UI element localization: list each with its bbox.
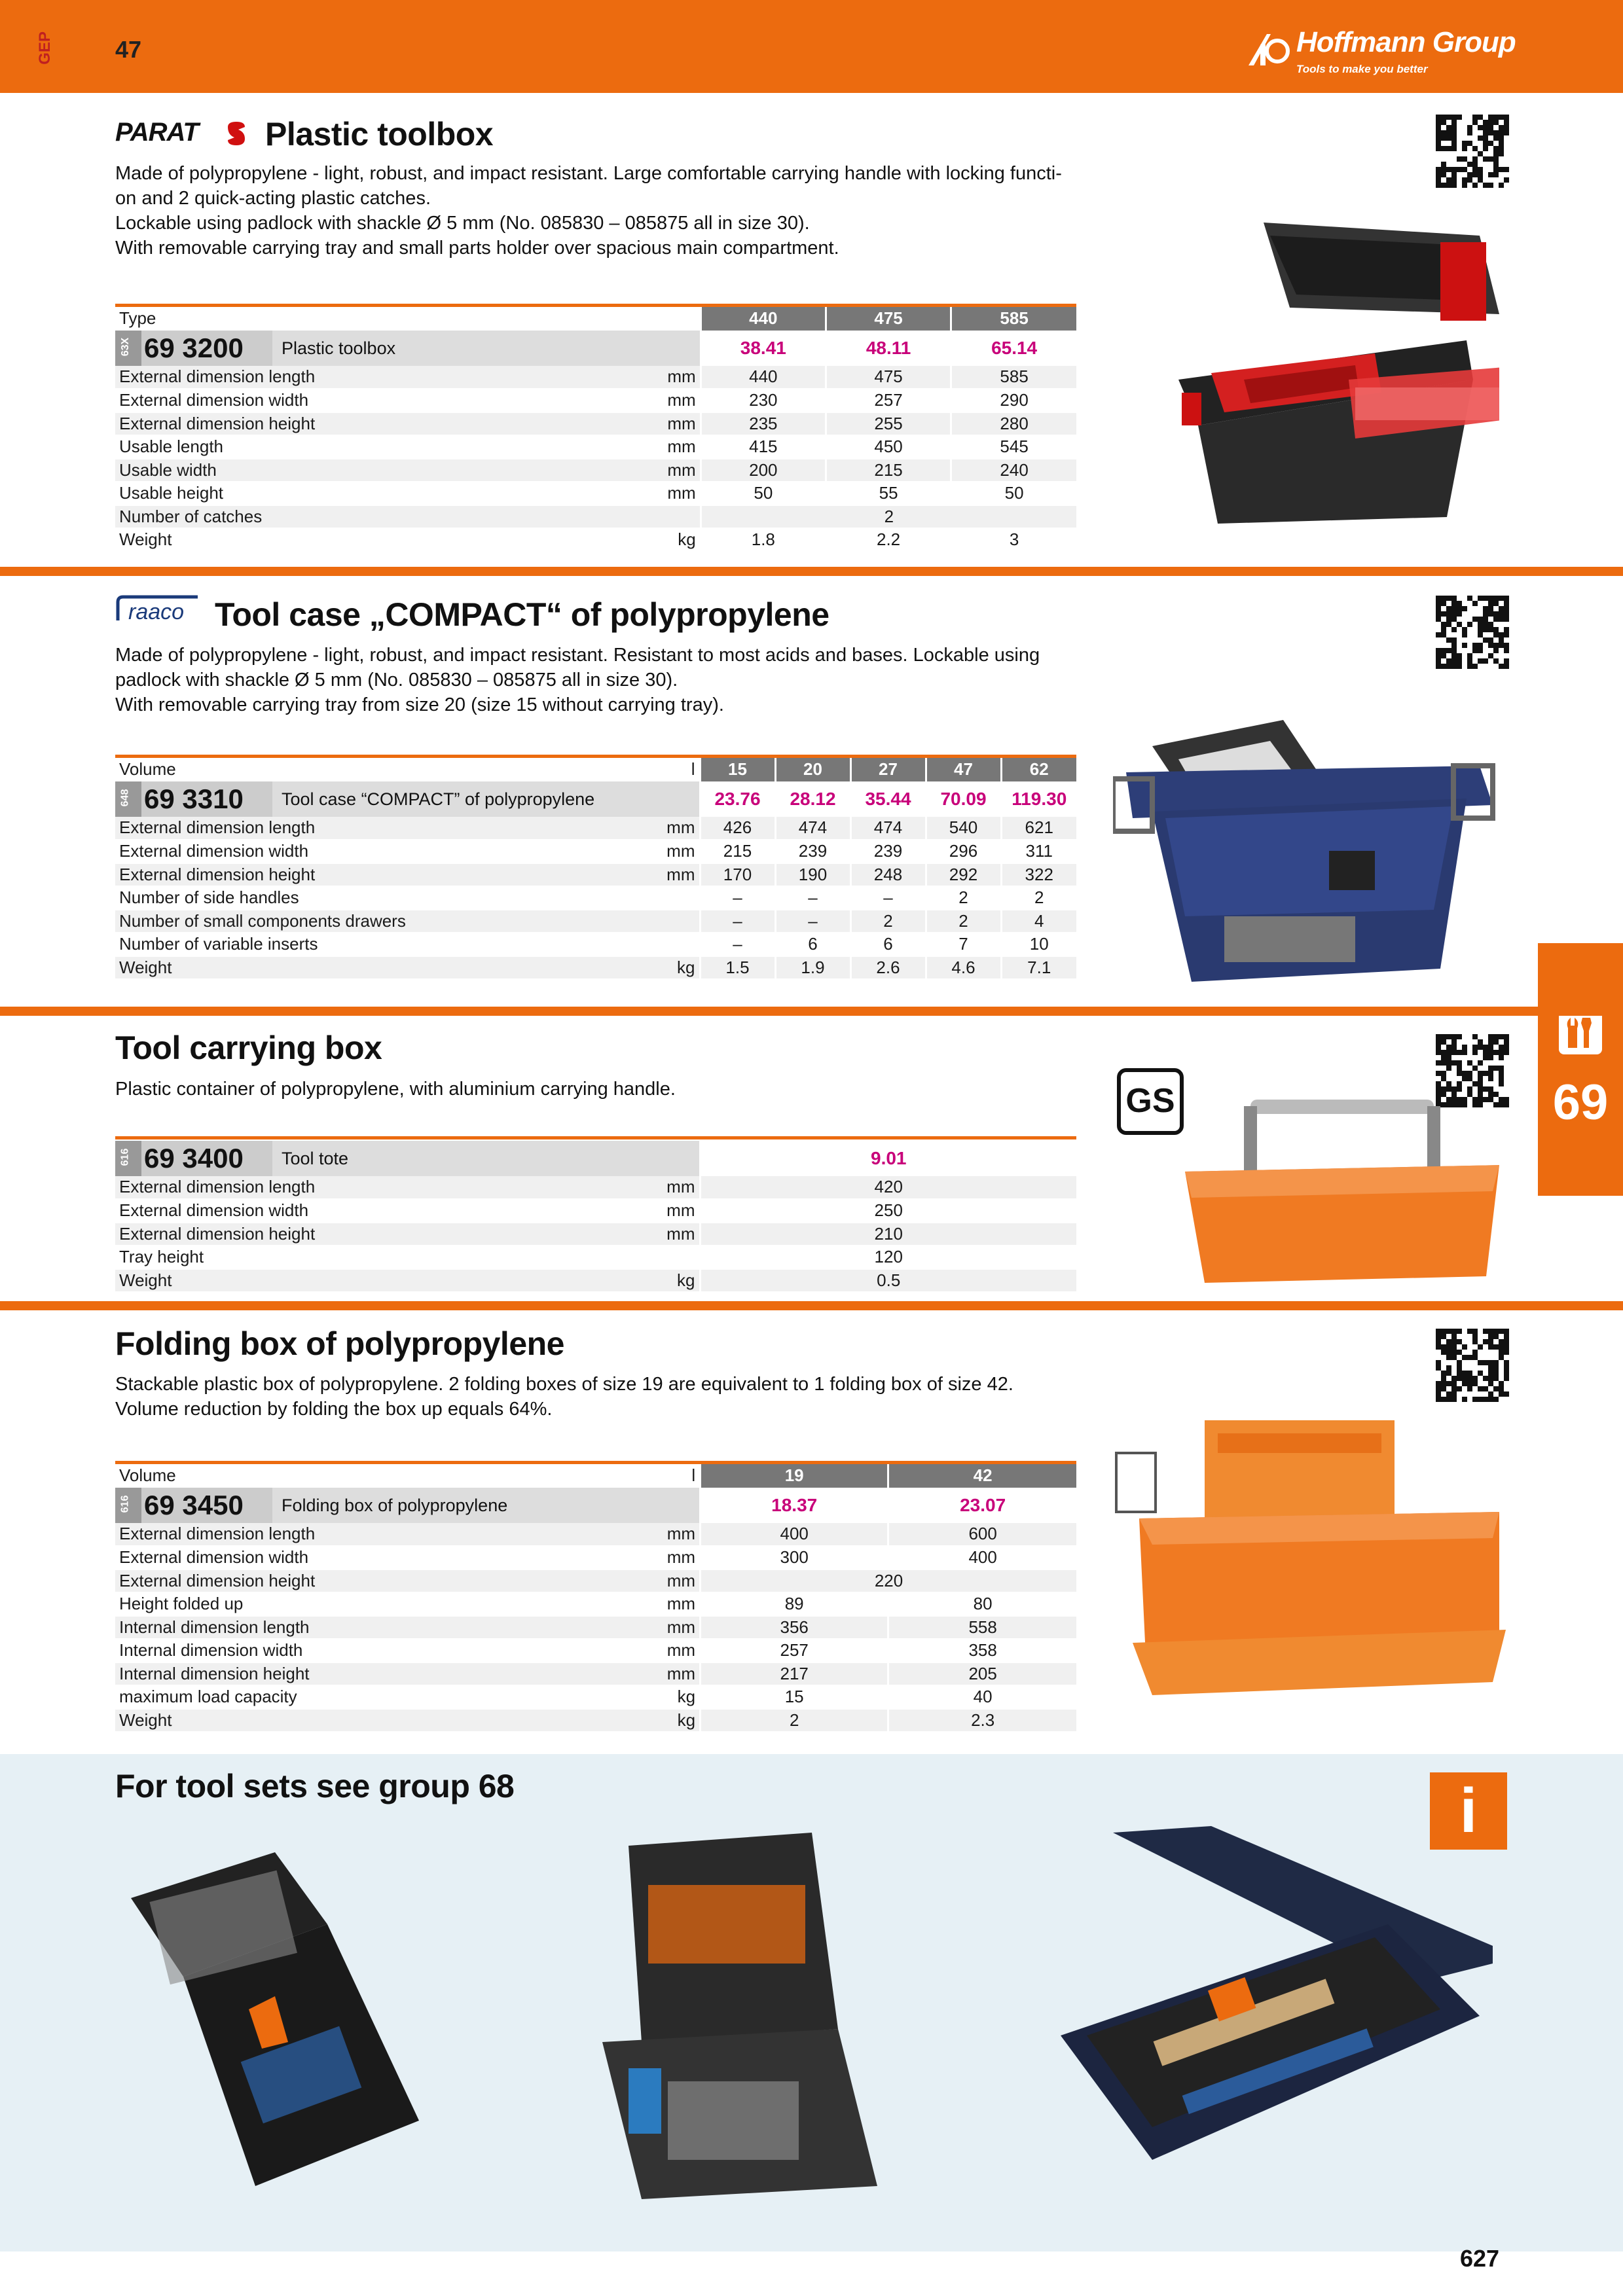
row-label: Weight	[115, 956, 639, 980]
qr-pattern	[1436, 596, 1509, 669]
section-description: Stackable plastic box of polypropylene. 2 folding boxes of size 19 are equivalent to 1 folding box of size 42. Volume reduction by folding the box up equals 64%.	[115, 1374, 1013, 1420]
table-row	[115, 863, 1076, 887]
row-unit: kg	[640, 528, 701, 552]
row-value: 50	[951, 482, 1076, 505]
table-row	[115, 1592, 1076, 1616]
table-row	[115, 435, 1076, 459]
row-value: 621	[1001, 817, 1076, 840]
row-value: 420	[700, 1176, 1076, 1200]
row-label: External dimension length	[115, 1176, 639, 1200]
price: 18.37	[701, 1488, 888, 1523]
row-value: 3	[951, 528, 1076, 552]
size-column-header: 27	[850, 757, 926, 781]
header-unit: l	[639, 757, 700, 781]
row-value: 322	[1001, 863, 1076, 887]
row-value: 7.1	[1001, 956, 1076, 980]
row-label: Weight	[115, 1269, 639, 1293]
row-value: 15	[701, 1685, 888, 1709]
row-value: 356	[701, 1616, 888, 1640]
table-row	[115, 1709, 1076, 1732]
header-label: Volume	[115, 757, 639, 781]
section-description: Plastic container of polypropylene, with aluminium carrying handle.	[115, 1079, 676, 1100]
row-value: 475	[826, 366, 951, 389]
article-name: Plastic toolbox	[272, 331, 640, 366]
row-label: External dimension length	[115, 817, 639, 840]
row-value: 4	[1001, 910, 1076, 933]
row-value: –	[775, 910, 850, 933]
price: 48.11	[826, 331, 951, 366]
row-value: 50	[701, 482, 826, 505]
row-value: 55	[826, 482, 951, 505]
row-unit: mm	[639, 1223, 700, 1246]
row-unit	[639, 933, 700, 956]
row-value: 2	[850, 910, 926, 933]
row-label: Number of catches	[115, 505, 640, 529]
price: 65.14	[951, 331, 1076, 366]
row-label: Usable height	[115, 482, 640, 505]
row-value: 450	[826, 435, 951, 459]
row-label: External dimension height	[115, 412, 640, 436]
row-value: 210	[700, 1223, 1076, 1246]
article-number[interactable]: 69 3310	[144, 783, 244, 814]
row-value: 80	[888, 1592, 1076, 1616]
table-row	[115, 840, 1076, 863]
row-label: Weight	[115, 1709, 640, 1732]
table-row	[115, 956, 1076, 980]
header-unit	[640, 306, 701, 331]
size-column-header: 15	[700, 757, 775, 781]
row-unit	[640, 505, 701, 529]
section-description: Made of polypropylene - light, robust, and impact resistant. Resistant to most acids and bases. Lockable using padlock with shackle Ø 5 mm (No. 085830 – 085875 all in size 30). With removable carrying tray from size 20 (size 15 without carrying tray).	[115, 645, 1040, 715]
row-value: 2	[926, 886, 1001, 910]
row-label: External dimension width	[115, 389, 640, 412]
row-unit: mm	[639, 1176, 700, 1200]
row-value: 240	[951, 459, 1076, 482]
row-value: 400	[701, 1523, 888, 1547]
row-value: 120	[700, 1246, 1076, 1269]
row-label: Weight	[115, 528, 640, 552]
row-label: External dimension length	[115, 366, 640, 389]
parat-mark-icon	[225, 120, 247, 147]
row-value: 4.6	[926, 956, 1001, 980]
row-value: 2	[701, 505, 1076, 529]
row-value: 2.3	[888, 1709, 1076, 1732]
row-value: 1.9	[775, 956, 850, 980]
tool-case-compact-image	[1113, 694, 1506, 1001]
row-value: –	[700, 910, 775, 933]
wrench-icon	[1556, 1009, 1605, 1057]
row-unit: mm	[640, 1662, 701, 1686]
table-row	[115, 1685, 1076, 1709]
row-unit: mm	[640, 459, 701, 482]
row-value: 7	[926, 933, 1001, 956]
row-unit: kg	[640, 1685, 701, 1709]
row-label: Internal dimension width	[115, 1639, 640, 1662]
table-row	[115, 886, 1076, 910]
hoffmann-logo-icon	[1247, 31, 1290, 67]
row-value: 6	[775, 933, 850, 956]
row-unit: mm	[640, 412, 701, 436]
row-value: 250	[700, 1199, 1076, 1223]
qr-code-icon[interactable]	[1436, 115, 1509, 188]
row-value: 170	[700, 863, 775, 887]
size-column-header: 20	[775, 757, 850, 781]
section-title: Folding box of polypropylene	[115, 1325, 564, 1362]
row-value: 248	[850, 863, 926, 887]
header-label: Type	[115, 306, 640, 331]
header-unit: l	[640, 1463, 701, 1488]
size-column-header: 440	[701, 306, 826, 331]
row-unit: mm	[640, 366, 701, 389]
table-row	[115, 1616, 1076, 1640]
size-column-header: 475	[826, 306, 951, 331]
article-code: 616	[119, 1495, 131, 1513]
row-label: maximum load capacity	[115, 1685, 640, 1709]
row-unit	[639, 910, 700, 933]
row-unit: mm	[639, 1199, 700, 1223]
section-title: Tool case „COMPACT“ of polypropylene	[215, 596, 830, 633]
row-label: Internal dimension height	[115, 1662, 640, 1686]
tool-sets-panel	[0, 1754, 1623, 2251]
price: 28.12	[775, 781, 850, 817]
row-value: 2.2	[826, 528, 951, 552]
row-value: 2	[1001, 886, 1076, 910]
row-unit: mm	[639, 817, 700, 840]
article-code: 616	[119, 1148, 131, 1166]
row-unit: mm	[640, 1570, 701, 1593]
table-row	[115, 910, 1076, 933]
row-label: External dimension height	[115, 1223, 639, 1246]
tool-set-case-image-3	[1048, 1826, 1493, 2166]
table-row	[115, 1523, 1076, 1547]
group-number: 69	[1552, 1075, 1609, 1130]
row-value: –	[700, 886, 775, 910]
table-row	[115, 1269, 1076, 1293]
row-value: 239	[775, 840, 850, 863]
section-divider	[0, 567, 1623, 576]
row-value: 2.6	[850, 956, 926, 980]
table-row	[115, 1246, 1076, 1269]
spec-table	[115, 755, 1076, 980]
table-row	[115, 505, 1076, 529]
article-number[interactable]: 69 3450	[144, 1489, 244, 1520]
row-value: 255	[826, 412, 951, 436]
row-unit	[639, 886, 700, 910]
row-value: 400	[888, 1546, 1076, 1570]
row-value: 2	[926, 910, 1001, 933]
price: 9.01	[700, 1141, 1076, 1176]
row-unit: mm	[640, 1523, 701, 1547]
gs-certification-badge: GS	[1117, 1068, 1184, 1135]
row-value: 585	[951, 366, 1076, 389]
table-row	[115, 1662, 1076, 1686]
qr-code-icon[interactable]	[1436, 1329, 1509, 1402]
page-number: 627	[1460, 2245, 1500, 2272]
row-label: External dimension height	[115, 1570, 640, 1593]
row-label: External dimension width	[115, 1546, 640, 1570]
row-label: Usable width	[115, 459, 640, 482]
row-value: 205	[888, 1662, 1076, 1686]
row-unit: mm	[640, 1592, 701, 1616]
row-value: 545	[951, 435, 1076, 459]
table-header-row	[115, 306, 1076, 331]
row-label: Usable length	[115, 435, 640, 459]
price: 38.41	[701, 331, 826, 366]
row-value: 296	[926, 840, 1001, 863]
row-label: External dimension width	[115, 1199, 639, 1223]
header-label: Volume	[115, 1463, 640, 1488]
row-unit: mm	[640, 1546, 701, 1570]
table-row	[115, 412, 1076, 436]
section-divider	[0, 1007, 1623, 1016]
row-value: 1.5	[700, 956, 775, 980]
row-value: 426	[700, 817, 775, 840]
article-row[interactable]	[115, 1141, 1076, 1176]
row-label: External dimension height	[115, 863, 639, 887]
row-label: Number of variable inserts	[115, 933, 639, 956]
row-value: 215	[700, 840, 775, 863]
table-row	[115, 1639, 1076, 1662]
row-unit: kg	[640, 1709, 701, 1732]
row-unit: mm	[640, 1639, 701, 1662]
table-row	[115, 1199, 1076, 1223]
table-row	[115, 817, 1076, 840]
article-row[interactable]	[115, 331, 1076, 366]
spec-table	[115, 1461, 1076, 1732]
row-unit: mm	[640, 1616, 701, 1640]
row-value: 239	[850, 840, 926, 863]
qr-pattern	[1436, 1329, 1509, 1402]
row-value: 415	[701, 435, 826, 459]
table-row	[115, 389, 1076, 412]
row-label: Number of side handles	[115, 886, 639, 910]
row-unit: mm	[639, 840, 700, 863]
table-row	[115, 366, 1076, 389]
svg-text:raaco: raaco	[128, 600, 185, 624]
table-row	[115, 1546, 1076, 1570]
table-row	[115, 1176, 1076, 1200]
row-value: 600	[888, 1523, 1076, 1547]
row-value: –	[700, 933, 775, 956]
catalog-tag: GEP	[36, 31, 54, 65]
row-value: 300	[701, 1546, 888, 1570]
size-column-header: 62	[1001, 757, 1076, 781]
article-number[interactable]: 69 3200	[144, 332, 244, 363]
article-code: 648	[119, 789, 131, 806]
row-value: 40	[888, 1685, 1076, 1709]
row-label: Internal dimension length	[115, 1616, 640, 1640]
section-title: Plastic toolbox	[265, 116, 494, 152]
row-value: 292	[926, 863, 1001, 887]
section-description: Made of polypropylene - light, robust, and impact resistant. Large comfortable carrying handle with locking functi- on and 2 quick-acting plastic catches. Lockable using padlock with shackle Ø 5 mm (No. 085830 – 085875 all in size 30). With removable carrying tray and small parts holder over spacious main compartment.	[115, 163, 1062, 259]
table-row	[115, 1223, 1076, 1246]
table-row	[115, 1570, 1076, 1593]
row-value: 230	[701, 389, 826, 412]
row-value: 280	[951, 412, 1076, 436]
row-unit: mm	[640, 389, 701, 412]
table-header-row	[115, 757, 1076, 781]
spec-table	[115, 304, 1076, 552]
row-value: 89	[701, 1592, 888, 1616]
row-label: Number of small components drawers	[115, 910, 639, 933]
price: 23.07	[888, 1488, 1076, 1523]
row-value: 190	[775, 863, 850, 887]
brand-name: Hoffmann Group	[1296, 26, 1516, 58]
row-value: –	[850, 886, 926, 910]
row-value: –	[775, 886, 850, 910]
row-value: 6	[850, 933, 926, 956]
article-name: Folding box of polypropylene	[272, 1488, 640, 1523]
row-value: 10	[1001, 933, 1076, 956]
row-value: 558	[888, 1616, 1076, 1640]
row-value: 257	[701, 1639, 888, 1662]
row-value: 311	[1001, 840, 1076, 863]
article-row[interactable]	[115, 1488, 1076, 1523]
article-row[interactable]	[115, 781, 1076, 817]
table-row	[115, 528, 1076, 552]
price: 23.76	[700, 781, 775, 817]
table-row	[115, 482, 1076, 505]
raaco-logo-icon	[115, 594, 200, 626]
tool-sets-title: For tool sets see group 68	[115, 1768, 515, 1804]
article-number[interactable]: 69 3400	[144, 1142, 244, 1174]
info-icon[interactable]: i	[1430, 1772, 1507, 1850]
tool-set-case-image-1	[118, 1846, 426, 2199]
table-header-row	[115, 1463, 1076, 1488]
row-label: Height folded up	[115, 1592, 640, 1616]
row-value: 358	[888, 1639, 1076, 1662]
size-column-header: 47	[926, 757, 1001, 781]
row-unit	[639, 1246, 700, 1269]
size-column-header: 42	[888, 1463, 1076, 1488]
row-value: 540	[926, 817, 1001, 840]
row-label: Tray height	[115, 1246, 639, 1269]
qr-code-icon[interactable]	[1436, 596, 1509, 669]
article-name: Tool case “COMPACT” of polypropylene	[272, 781, 639, 817]
size-column-header: 585	[951, 306, 1076, 331]
article-code: 63X	[120, 337, 132, 356]
qr-pattern	[1436, 115, 1509, 188]
spec-table	[115, 1136, 1076, 1293]
raaco-logo	[115, 594, 200, 626]
tool-carrying-box-image	[1178, 1093, 1506, 1289]
row-unit: mm	[640, 435, 701, 459]
row-value: 257	[826, 389, 951, 412]
price: 119.30	[1001, 781, 1076, 817]
row-label: External dimension length	[115, 1523, 640, 1547]
table-row	[115, 459, 1076, 482]
brand-slogan: Tools to make you better	[1296, 63, 1428, 75]
row-value: 2	[701, 1709, 888, 1732]
row-unit: kg	[639, 956, 700, 980]
row-value: 474	[775, 817, 850, 840]
price: 35.44	[850, 781, 926, 817]
row-value: 235	[701, 412, 826, 436]
section-divider	[0, 1301, 1623, 1310]
price: 70.09	[926, 781, 1001, 817]
catalog-page-number: 47	[115, 36, 142, 63]
row-unit: kg	[639, 1269, 700, 1293]
size-column-header: 19	[701, 1463, 888, 1488]
row-label: External dimension width	[115, 840, 639, 863]
row-unit: mm	[639, 863, 700, 887]
article-name: Tool tote	[272, 1141, 639, 1176]
tool-set-case-image-2	[589, 1833, 890, 2199]
row-value: 474	[850, 817, 926, 840]
row-value: 200	[701, 459, 826, 482]
row-value: 0.5	[700, 1269, 1076, 1293]
row-value: 290	[951, 389, 1076, 412]
row-value: 1.8	[701, 528, 826, 552]
table-row	[115, 933, 1076, 956]
row-unit: mm	[640, 482, 701, 505]
row-value: 217	[701, 1662, 888, 1686]
group-side-tab[interactable]	[1538, 943, 1623, 1196]
folding-box-image	[1113, 1407, 1506, 1708]
parat-logo: PARAT	[115, 118, 253, 154]
row-value: 215	[826, 459, 951, 482]
row-value: 440	[701, 366, 826, 389]
brand-logo[interactable]	[1247, 25, 1522, 77]
section-title: Tool carrying box	[115, 1030, 382, 1066]
row-value: 220	[701, 1570, 1076, 1593]
plastic-toolbox-image	[1159, 216, 1499, 530]
